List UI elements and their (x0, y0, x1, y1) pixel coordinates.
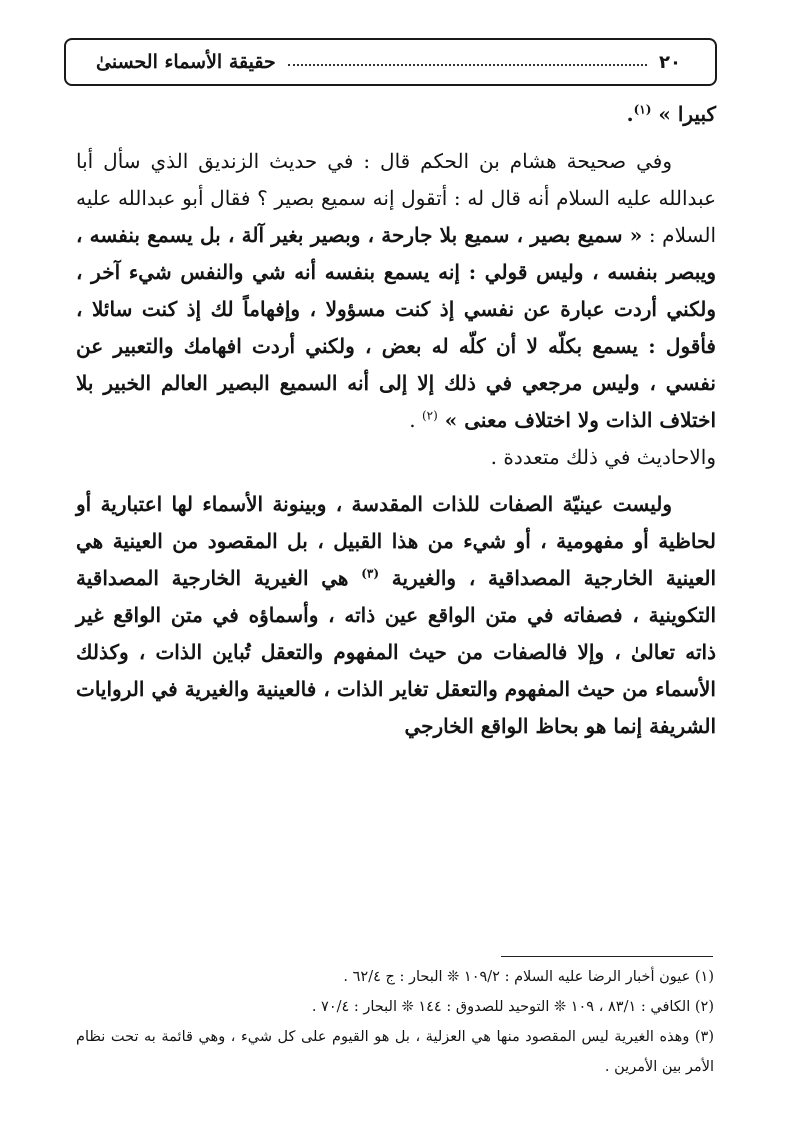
paragraph-hadith (76, 143, 716, 439)
continuation-text: كبيرا » (651, 102, 716, 126)
footnote-ref-2: (٢) (421, 408, 438, 423)
footnote-separator (501, 956, 713, 957)
footnote-1: (١) عيون أخبار الرضا عليه السلام : ١٠٩/٢ ❊ البحار : ج ٦٢/٤ . (343, 969, 714, 985)
page-number: ٢٠ (659, 51, 681, 73)
identity-after: هي الغيرية الخارجية المصداقية التكوينية ، فصفاته في متن الواقع عين ذاته ، وأسماؤه في متن الواقع غير ذاته تعالىٰ ، وإلا فالصفات من حيث المفهوم والتعقل تُباين الذات ، وكذلك الأسماء من حيث المفهوم والتعقل تغاير الذات ، فالعينية والغيرية في الروايات الشريفة إنما هو بحاظ الواقع الخارجي (76, 566, 716, 738)
footnotes (76, 962, 714, 1082)
identity-before: وليست عينيّة الصفات للذات المقدسة ، وبينونة الأسماء لها اعتبارية أو لحاظية أو مفهومية ، أو شيء من هذا القبيل ، بل المقصود من العينية هي العينية الخارجية المصداقية ، والغيرية (76, 492, 716, 590)
footnote-ref-3: (٣) (361, 566, 380, 581)
dotted-leader (288, 64, 647, 66)
body-text (76, 96, 716, 745)
continuation-tail: . (626, 102, 634, 126)
footnote-ref-1: (١) (633, 102, 652, 117)
hadith-tail: . (409, 408, 422, 432)
paragraph-hadiths-note: والاحاديث في ذلك متعددة . (490, 445, 716, 469)
footnote-3: (٣) وهذه الغيرية ليس المقصود منها هي العزلية ، بل هو القيوم على كل شيء ، وهي قائمة به تحت نظام الأمر بين الأمرين . (76, 1029, 714, 1075)
paragraph-continuation (76, 96, 716, 133)
hadith-intro: وفي صحيحة هشام بن الحكم قال : في حديث الزنديق الذي سأل أبا عبدالله عليه السلام أنه قال له : أتقول إنه سميع بصير ؟ فقال أبو عبدالله عليه السلام : (76, 149, 716, 247)
footnote-2: (٢) الكافي : ٨٣/١ ، ١٠٩ ❊ التوحيد للصدوق : ١٤٤ ❊ البحار : ٧٠/٤ . (311, 999, 714, 1015)
running-title: حقيقة الأسماء الحسنىٰ (96, 51, 276, 73)
running-header (64, 38, 717, 86)
hadith-quote: « سميع بصير ، سميع بلا جارحة ، وبصير بغير آلة ، بل يسمع بنفسه ، ويبصر بنفسه ، وليس قولي : إنه يسمع بنفسه أنه شي والنفس شيء آخر ، ولكني أردت عبارة عن نفسي إذ كنت مسؤولا ، وإفهاماً لك إذ كنت سائلا ، فأقول : يسمع بكلّه لا أن كلّه له بعض ، ولكني أردت افهامك والتعبير عن نفسي ، وليس مرجعي في ذلك إلا إلى أنه السميع البصير العالم الخبير بلا اختلاف الذات ولا اختلاف معنى » (76, 223, 716, 432)
paragraph-identity (76, 486, 716, 745)
